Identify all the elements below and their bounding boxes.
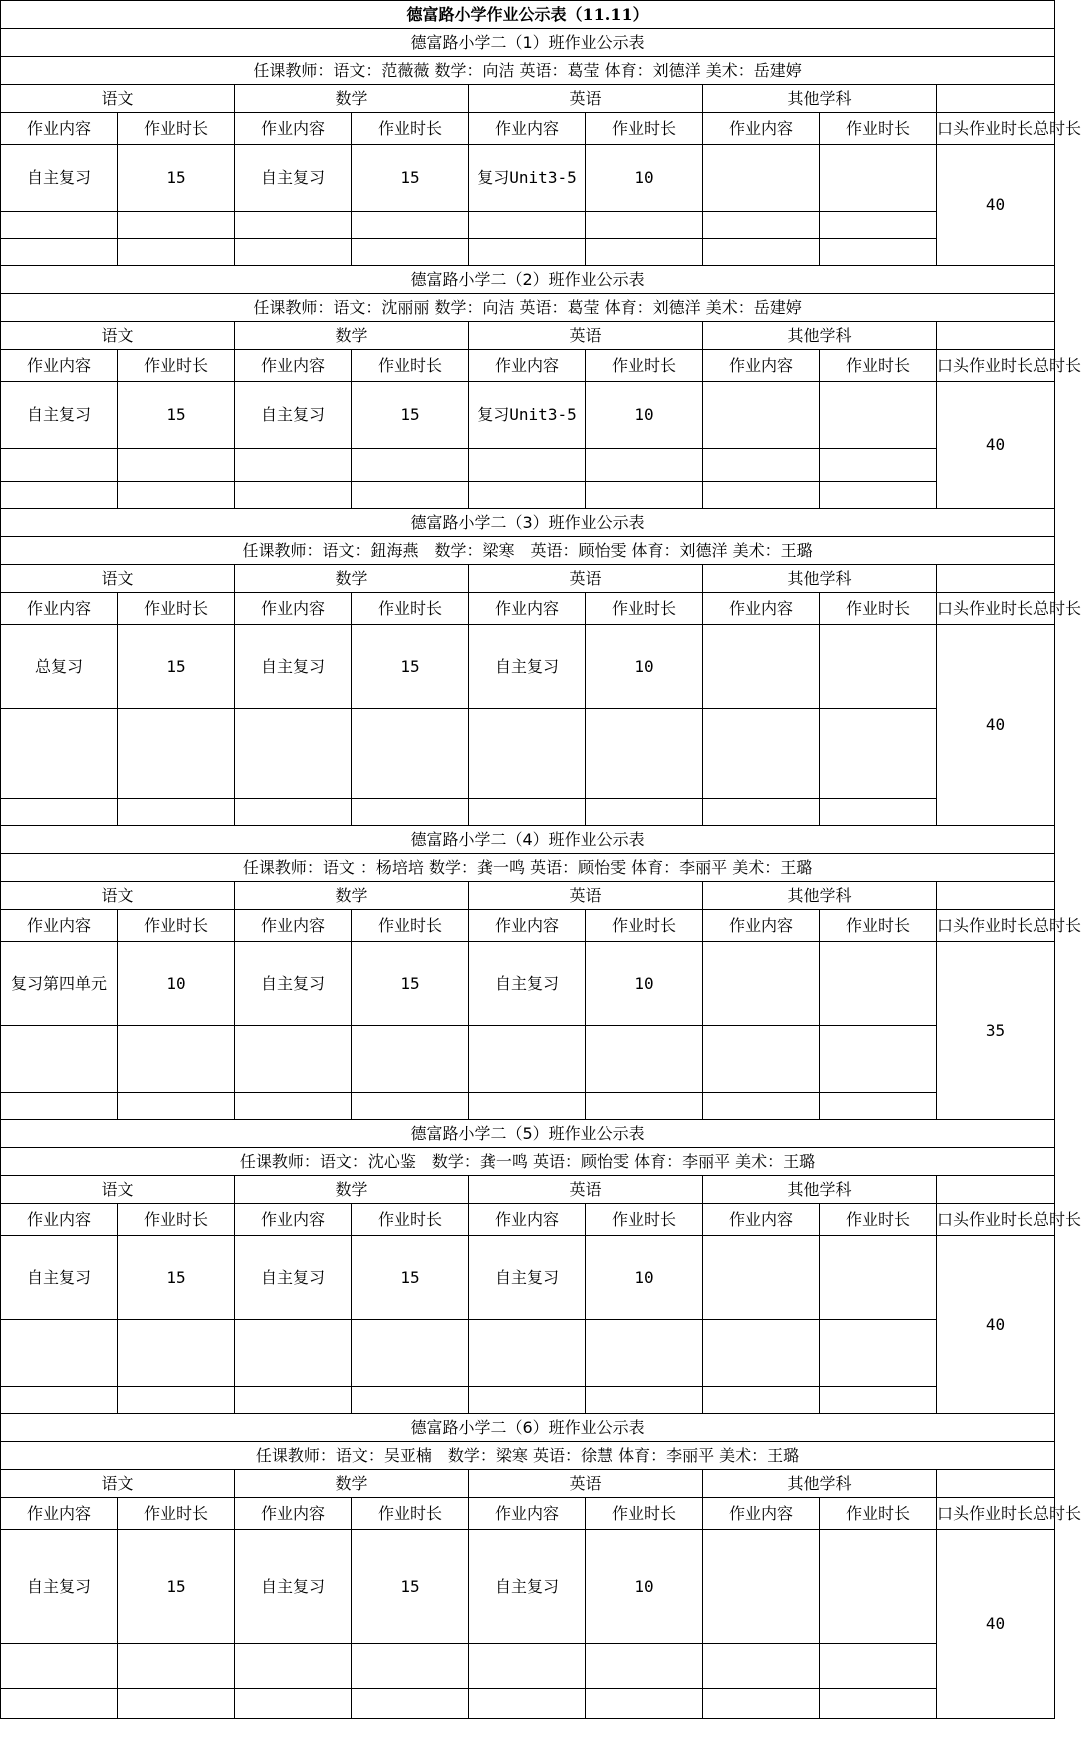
empty-cell bbox=[1, 1689, 118, 1719]
duration-header: 作业时长 bbox=[118, 910, 235, 942]
subject-english-header: 英语 bbox=[469, 1176, 703, 1204]
class-4-teachers: 任课教师：语文 ：杨培培 数学：龚一鸣 英语：顾怡雯 体育：李丽平 美术：王璐 bbox=[1, 854, 1055, 882]
empty-cell bbox=[235, 799, 352, 826]
content-header: 作业内容 bbox=[1, 593, 118, 625]
content-header: 作业内容 bbox=[703, 593, 820, 625]
empty-cell bbox=[820, 1387, 937, 1414]
subject-math-header: 数学 bbox=[235, 85, 469, 113]
empty-cell bbox=[703, 239, 820, 266]
subject-english-header: 英语 bbox=[469, 882, 703, 910]
content-header: 作业内容 bbox=[1, 1498, 118, 1530]
empty-cell bbox=[820, 1320, 937, 1387]
other-duration bbox=[820, 1236, 937, 1320]
class-6-total: 40 bbox=[937, 1530, 1055, 1719]
empty-cell bbox=[235, 212, 352, 239]
empty-cell bbox=[586, 1320, 703, 1387]
empty-cell bbox=[469, 1644, 586, 1689]
empty-cell bbox=[820, 1689, 937, 1719]
empty-cell bbox=[118, 799, 235, 826]
empty-cell bbox=[118, 1387, 235, 1414]
empty-cell bbox=[1, 1026, 118, 1093]
empty-cell bbox=[586, 709, 703, 799]
class-2-teachers: 任课教师：语文：沈丽丽 数学：向洁 英语：葛莹 体育：刘德洋 美术：岳建婷 bbox=[1, 294, 1055, 322]
math-content: 自主复习 bbox=[235, 625, 352, 709]
subject-math-header: 数学 bbox=[235, 322, 469, 350]
duration-header: 作业时长 bbox=[352, 113, 469, 145]
empty-cell bbox=[703, 1387, 820, 1414]
empty-cell bbox=[469, 1387, 586, 1414]
empty-cell bbox=[586, 212, 703, 239]
math-duration: 15 bbox=[352, 382, 469, 449]
empty-cell bbox=[469, 239, 586, 266]
content-header: 作业内容 bbox=[469, 350, 586, 382]
subject-other-header: 其他学科 bbox=[703, 882, 937, 910]
empty-cell bbox=[235, 1387, 352, 1414]
english-duration: 10 bbox=[586, 145, 703, 212]
content-header: 作业内容 bbox=[703, 350, 820, 382]
empty-cell bbox=[703, 1689, 820, 1719]
empty-cell bbox=[586, 799, 703, 826]
english-duration: 10 bbox=[586, 1236, 703, 1320]
duration-header: 作业时长 bbox=[586, 113, 703, 145]
content-header: 作业内容 bbox=[469, 113, 586, 145]
duration-header: 作业时长 bbox=[118, 1498, 235, 1530]
empty-cell bbox=[1, 1093, 118, 1120]
empty-cell bbox=[1, 239, 118, 266]
chinese-duration: 15 bbox=[118, 1530, 235, 1644]
english-content: 自主复习 bbox=[469, 942, 586, 1026]
subject-other-header: 其他学科 bbox=[703, 1470, 937, 1498]
chinese-content: 总复习 bbox=[1, 625, 118, 709]
subject-math-header: 数学 bbox=[235, 565, 469, 593]
class-6-teachers: 任课教师：语文：吴亚楠 数学：梁寒 英语：徐慧 体育：李丽平 美术：王璐 bbox=[1, 1442, 1055, 1470]
empty-cell bbox=[352, 1387, 469, 1414]
english-content: 复习Unit3-5 bbox=[469, 145, 586, 212]
empty-cell bbox=[820, 449, 937, 482]
class-3-total: 40 bbox=[937, 625, 1055, 826]
empty-cell bbox=[469, 482, 586, 509]
class-4-total: 35 bbox=[937, 942, 1055, 1120]
math-content: 自主复习 bbox=[235, 145, 352, 212]
content-header: 作业内容 bbox=[703, 910, 820, 942]
empty-cell bbox=[703, 1644, 820, 1689]
empty-cell bbox=[703, 212, 820, 239]
subject-other-header: 其他学科 bbox=[703, 85, 937, 113]
empty-cell bbox=[352, 1093, 469, 1120]
chinese-content: 自主复习 bbox=[1, 1530, 118, 1644]
empty-cell bbox=[469, 449, 586, 482]
english-content: 自主复习 bbox=[469, 625, 586, 709]
empty-cell bbox=[469, 1093, 586, 1120]
other-duration bbox=[820, 382, 937, 449]
chinese-content: 自主复习 bbox=[1, 1236, 118, 1320]
content-header: 作业内容 bbox=[1, 113, 118, 145]
duration-header: 作业时长 bbox=[820, 1204, 937, 1236]
math-duration: 15 bbox=[352, 942, 469, 1026]
empty-cell bbox=[469, 1689, 586, 1719]
class-4-title: 德富路小学二（4）班作业公示表 bbox=[1, 826, 1055, 854]
content-header: 作业内容 bbox=[703, 113, 820, 145]
content-header: 作业内容 bbox=[235, 113, 352, 145]
content-header: 作业内容 bbox=[235, 1498, 352, 1530]
empty-cell bbox=[820, 212, 937, 239]
empty-cell bbox=[586, 239, 703, 266]
subject-math-header: 数学 bbox=[235, 1470, 469, 1498]
empty-cell bbox=[469, 1320, 586, 1387]
duration-header: 作业时长 bbox=[820, 113, 937, 145]
class-5-title: 德富路小学二（5）班作业公示表 bbox=[1, 1120, 1055, 1148]
chinese-duration: 15 bbox=[118, 625, 235, 709]
empty-cell bbox=[118, 1093, 235, 1120]
english-duration: 10 bbox=[586, 942, 703, 1026]
duration-header: 作业时长 bbox=[352, 1498, 469, 1530]
content-header: 作业内容 bbox=[469, 1498, 586, 1530]
math-content: 自主复习 bbox=[235, 382, 352, 449]
empty-cell bbox=[820, 482, 937, 509]
subject-other-header: 其他学科 bbox=[703, 322, 937, 350]
oral-header-blank bbox=[937, 85, 1055, 113]
content-header: 作业内容 bbox=[235, 350, 352, 382]
content-header: 作业内容 bbox=[703, 1204, 820, 1236]
empty-cell bbox=[352, 212, 469, 239]
other-duration bbox=[820, 942, 937, 1026]
english-content: 复习Unit3-5 bbox=[469, 382, 586, 449]
empty-cell bbox=[703, 709, 820, 799]
empty-cell bbox=[235, 1644, 352, 1689]
content-header: 作业内容 bbox=[469, 1204, 586, 1236]
english-duration: 10 bbox=[586, 382, 703, 449]
duration-header: 作业时长 bbox=[352, 593, 469, 625]
other-content bbox=[703, 382, 820, 449]
empty-cell bbox=[820, 1644, 937, 1689]
duration-header: 作业时长 bbox=[820, 593, 937, 625]
duration-header: 作业时长 bbox=[352, 1204, 469, 1236]
content-header: 作业内容 bbox=[235, 593, 352, 625]
empty-cell bbox=[118, 1320, 235, 1387]
empty-cell bbox=[352, 1689, 469, 1719]
empty-cell bbox=[352, 799, 469, 826]
math-duration: 15 bbox=[352, 1236, 469, 1320]
empty-cell bbox=[469, 212, 586, 239]
english-duration: 10 bbox=[586, 1530, 703, 1644]
class-2-title: 德富路小学二（2）班作业公示表 bbox=[1, 266, 1055, 294]
chinese-duration: 15 bbox=[118, 145, 235, 212]
duration-header: 作业时长 bbox=[118, 350, 235, 382]
empty-cell bbox=[352, 709, 469, 799]
empty-cell bbox=[118, 239, 235, 266]
oral-total-header: 口头作业时长总时长 bbox=[937, 113, 1055, 145]
subject-english-header: 英语 bbox=[469, 85, 703, 113]
empty-cell bbox=[586, 482, 703, 509]
chinese-duration: 15 bbox=[118, 382, 235, 449]
empty-cell bbox=[820, 1093, 937, 1120]
other-content bbox=[703, 942, 820, 1026]
content-header: 作业内容 bbox=[1, 1204, 118, 1236]
subject-chinese-header: 语文 bbox=[1, 85, 235, 113]
class-1-total: 40 bbox=[937, 145, 1055, 266]
english-content: 自主复习 bbox=[469, 1530, 586, 1644]
empty-cell bbox=[820, 799, 937, 826]
empty-cell bbox=[235, 239, 352, 266]
empty-cell bbox=[118, 1026, 235, 1093]
other-content bbox=[703, 625, 820, 709]
subject-other-header: 其他学科 bbox=[703, 565, 937, 593]
empty-cell bbox=[469, 709, 586, 799]
class-5-teachers: 任课教师：语文：沈心鉴 数学：龚一鸣 英语：顾怡雯 体育：李丽平 美术：王璐 bbox=[1, 1148, 1055, 1176]
empty-cell bbox=[1, 799, 118, 826]
empty-cell bbox=[235, 1093, 352, 1120]
duration-header: 作业时长 bbox=[820, 1498, 937, 1530]
duration-header: 作业时长 bbox=[820, 910, 937, 942]
empty-cell bbox=[352, 239, 469, 266]
oral-header-blank bbox=[937, 1176, 1055, 1204]
content-header: 作业内容 bbox=[469, 593, 586, 625]
english-content: 自主复习 bbox=[469, 1236, 586, 1320]
empty-cell bbox=[235, 1026, 352, 1093]
empty-cell bbox=[586, 449, 703, 482]
empty-cell bbox=[118, 709, 235, 799]
content-header: 作业内容 bbox=[1, 350, 118, 382]
other-duration bbox=[820, 145, 937, 212]
class-1-teachers: 任课教师：语文：范薇薇 数学：向洁 英语：葛莹 体育：刘德洋 美术：岳建婷 bbox=[1, 57, 1055, 85]
math-duration: 15 bbox=[352, 625, 469, 709]
duration-header: 作业时长 bbox=[352, 350, 469, 382]
empty-cell bbox=[352, 1320, 469, 1387]
empty-cell bbox=[703, 482, 820, 509]
oral-header-blank bbox=[937, 565, 1055, 593]
empty-cell bbox=[586, 1387, 703, 1414]
duration-header: 作业时长 bbox=[586, 350, 703, 382]
empty-cell bbox=[469, 799, 586, 826]
duration-header: 作业时长 bbox=[820, 350, 937, 382]
subject-english-header: 英语 bbox=[469, 565, 703, 593]
empty-cell bbox=[1, 1387, 118, 1414]
empty-cell bbox=[820, 239, 937, 266]
empty-cell bbox=[1, 449, 118, 482]
empty-cell bbox=[703, 1026, 820, 1093]
subject-math-header: 数学 bbox=[235, 1176, 469, 1204]
content-header: 作业内容 bbox=[1, 910, 118, 942]
subject-chinese-header: 语文 bbox=[1, 322, 235, 350]
class-1-title: 德富路小学二（1）班作业公示表 bbox=[1, 29, 1055, 57]
subject-chinese-header: 语文 bbox=[1, 882, 235, 910]
math-content: 自主复习 bbox=[235, 942, 352, 1026]
content-header: 作业内容 bbox=[469, 910, 586, 942]
sheet-title: 德富路小学作业公示表（11.11） bbox=[1, 1, 1055, 29]
empty-cell bbox=[1, 1320, 118, 1387]
content-header: 作业内容 bbox=[703, 1498, 820, 1530]
empty-cell bbox=[469, 1026, 586, 1093]
empty-cell bbox=[1, 482, 118, 509]
oral-total-header: 口头作业时长总时长 bbox=[937, 1204, 1055, 1236]
oral-header-blank bbox=[937, 882, 1055, 910]
empty-cell bbox=[118, 449, 235, 482]
oral-total-header: 口头作业时长总时长 bbox=[937, 910, 1055, 942]
duration-header: 作业时长 bbox=[586, 910, 703, 942]
empty-cell bbox=[586, 1093, 703, 1120]
oral-header-blank bbox=[937, 1470, 1055, 1498]
empty-cell bbox=[118, 482, 235, 509]
subject-math-header: 数学 bbox=[235, 882, 469, 910]
english-duration: 10 bbox=[586, 625, 703, 709]
math-content: 自主复习 bbox=[235, 1530, 352, 1644]
other-content bbox=[703, 1530, 820, 1644]
empty-cell bbox=[703, 799, 820, 826]
empty-cell bbox=[1, 212, 118, 239]
class-2-total: 40 bbox=[937, 382, 1055, 509]
empty-cell bbox=[235, 1320, 352, 1387]
empty-cell bbox=[586, 1026, 703, 1093]
subject-chinese-header: 语文 bbox=[1, 1470, 235, 1498]
empty-cell bbox=[820, 709, 937, 799]
empty-cell bbox=[820, 1026, 937, 1093]
oral-total-header: 口头作业时长总时长 bbox=[937, 350, 1055, 382]
duration-header: 作业时长 bbox=[118, 1204, 235, 1236]
empty-cell bbox=[703, 449, 820, 482]
subject-other-header: 其他学科 bbox=[703, 1176, 937, 1204]
other-content bbox=[703, 145, 820, 212]
duration-header: 作业时长 bbox=[586, 1498, 703, 1530]
empty-cell bbox=[703, 1093, 820, 1120]
other-duration bbox=[820, 1530, 937, 1644]
subject-chinese-header: 语文 bbox=[1, 565, 235, 593]
empty-cell bbox=[586, 1689, 703, 1719]
chinese-content: 自主复习 bbox=[1, 382, 118, 449]
empty-cell bbox=[352, 482, 469, 509]
duration-header: 作业时长 bbox=[118, 593, 235, 625]
empty-cell bbox=[352, 1026, 469, 1093]
oral-total-header: 口头作业时长总时长 bbox=[937, 1498, 1055, 1530]
content-header: 作业内容 bbox=[235, 910, 352, 942]
empty-cell bbox=[352, 449, 469, 482]
other-content bbox=[703, 1236, 820, 1320]
subject-english-header: 英语 bbox=[469, 1470, 703, 1498]
subject-chinese-header: 语文 bbox=[1, 1176, 235, 1204]
math-duration: 15 bbox=[352, 1530, 469, 1644]
class-6-title: 德富路小学二（6）班作业公示表 bbox=[1, 1414, 1055, 1442]
class-3-teachers: 任课教师：语文：鈕海燕 数学：梁寒 英语：顾怡雯 体育：刘德洋 美术：王璐 bbox=[1, 537, 1055, 565]
empty-cell bbox=[703, 1320, 820, 1387]
class-3-title: 德富路小学二（3）班作业公示表 bbox=[1, 509, 1055, 537]
empty-cell bbox=[586, 1644, 703, 1689]
chinese-content: 复习第四单元 bbox=[1, 942, 118, 1026]
empty-cell bbox=[118, 1644, 235, 1689]
empty-cell bbox=[235, 482, 352, 509]
empty-cell bbox=[118, 1689, 235, 1719]
chinese-duration: 15 bbox=[118, 1236, 235, 1320]
subject-english-header: 英语 bbox=[469, 322, 703, 350]
class-5-total: 40 bbox=[937, 1236, 1055, 1414]
other-duration bbox=[820, 625, 937, 709]
empty-cell bbox=[235, 449, 352, 482]
math-content: 自主复习 bbox=[235, 1236, 352, 1320]
chinese-content: 自主复习 bbox=[1, 145, 118, 212]
chinese-duration: 10 bbox=[118, 942, 235, 1026]
empty-cell bbox=[352, 1644, 469, 1689]
duration-header: 作业时长 bbox=[586, 1204, 703, 1236]
math-duration: 15 bbox=[352, 145, 469, 212]
empty-cell bbox=[1, 1644, 118, 1689]
duration-header: 作业时长 bbox=[586, 593, 703, 625]
duration-header: 作业时长 bbox=[118, 113, 235, 145]
duration-header: 作业时长 bbox=[352, 910, 469, 942]
oral-total-header: 口头作业时长总时长 bbox=[937, 593, 1055, 625]
oral-header-blank bbox=[937, 322, 1055, 350]
content-header: 作业内容 bbox=[235, 1204, 352, 1236]
empty-cell bbox=[235, 709, 352, 799]
empty-cell bbox=[118, 212, 235, 239]
empty-cell bbox=[235, 1689, 352, 1719]
empty-cell bbox=[1, 709, 118, 799]
